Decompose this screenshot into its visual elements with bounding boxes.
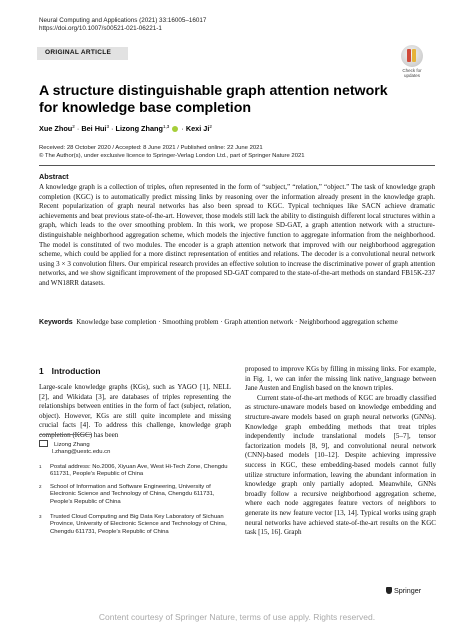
section-number: 1 [39,366,44,376]
author-name[interactable]: Bei Hui [81,124,107,133]
footnote-divider [39,434,91,435]
section-title: Introduction [51,366,101,376]
keywords [39,318,435,328]
springer-horse-icon [386,587,392,594]
springer-logo: Springer [386,586,421,595]
intro-paragraph: Current state-of-the-art methods of KGC are broadly classified as structure-unaware models based on knowledge embedding and structure-aware models based on graph neural networks (GNNs). Knowledge graph embedding methods that treat triples independently include translational models [5–7], tensor factorization models [8, 9], and convolutional neural network (CNN)-based models [10–12]. Despite achieving impressive success in KGC, these embedding-based models cannot fully utilize structure information, leaving the abundant information in knowledge graph only partially adopted. Meanwhile, GNNs broadly follow a recursive neighborhood aggregation scheme, where each node aggregates feature vectors of neighbors to generate its new feature vector [13, 14]. Typical works using graph neural networks have achieved state-of-the-art results on the KGC task [15, 16]. Graph [245,393,436,537]
author-name[interactable]: Xue Zhou [39,124,73,133]
check-updates-icon [401,45,423,67]
author-list: Xue Zhou$^2$ · Bei Hui$^3$ · Lizong Zhang$^{1,3}$ · Kexi Ji$^2$ [39,124,212,133]
doi-link[interactable]: https://doi.org/10.1007/s00521-021-06221-1 [39,25,162,32]
email-link[interactable]: l.zhang@uestc.edu.cn [52,449,111,456]
author-name[interactable]: Lizong Zhang [115,124,163,133]
envelope-icon [39,440,48,447]
article-type-label: ORIGINAL ARTICLE [45,49,112,56]
publication-dates: Received: 28 October 2020 / Accepted: 8 June 2021 / Published online: 22 June 2021 © The Author(s), under exclusive licence to Springer-Verlag London Ltd., part of Springer Nature 2021 [39,145,305,159]
section-heading [39,366,109,376]
journal-citation: Neural Computing and Applications (2021) 33:16005–16017 [39,17,207,24]
affiliation: 1 Postal address: No.2006, Xiyuan Ave, West Hi-Tech Zone, Chengdu 611731, People’s Republic of China [39,464,228,478]
intro-column-right [245,365,436,538]
abstract-heading: Abstract [39,172,69,181]
intro-paragraph: proposed to improve KGs by filling in missing links. For example, in Fig. 1, we can infer the missing link native_language between Jane Austen and English based on the known triples. [245,365,436,393]
keywords-label: Keywords [39,319,73,326]
journal-header [39,17,206,33]
copyright-line: © The Author(s), under exclusive licence to Springer-Verlag London Ltd., part of Springer Nature 2021 [39,153,305,159]
affiliation: 3 Trusted Cloud Computing and Big Data Key Laboratory of Sichuan Province, University of Electronic Science and Technology of China, Chengdu 611731, People’s Republic of China [39,514,227,535]
corresponding-author: Lizong Zhang l.zhang@uestc.edu.cn [39,439,231,457]
courtesy-footer: Content courtesy of Springer Nature, terms of use apply. Rights reserved. [98,612,376,622]
orcid-icon[interactable] [172,126,178,132]
abstract-text: A knowledge graph is a collection of triples, often represented in the form of “subject,” “relation,” “object.” The task of knowledge graph completion (KGC) is to automatically predict missing links by reasoning over the information already present in the knowledge graph. Recent popularization of graph neural networks has also been spread to KGC. Typical techniques like SACN achieve dramatic achievements and beat previous state-of-the-art. However, those models still lack the ability to distinguish different local structures within a graph, which leads to the over smoothing problem. In this work, we propose SD-GAT, a graph attention network with a structure-distinguishable neighborhood aggregation scheme, which models the injective function to aggregate information from the neighborhood. The model is constituted of two modules. The encoder is a graph attention network that improved with our neighborhood aggregation scheme, which could be applied for a more distinct representation of entities and relations. The decoder is a convolutional neural network using 3 × 3 convolution filters. Our empirical research provides an effective solution to increase the discriminative power of graph attention networks, and we show significant improvement of the proposed SD-GAT compared to the state-of-the-art methods on standard FB15K-237 and WN18RR datasets. [39,183,435,287]
intro-paragraph-left: Large-scale knowledge graphs (KGs), such as YAGO [1], NELL [2], and Wikidata [3], are databases of triples representing the relationships between entities in the form of fact (subject, relation, object). However, KGs are still quite incomplete and missing crucial facts [4]. To address this challenge, knowledge graph completion (KGC) has been [39,383,231,439]
author-name[interactable]: Kexi Ji [185,124,210,133]
check-updates-label: Check for updates [402,68,422,78]
paper-title: A structure distinguishable graph attention network for knowledge base completion [39,83,388,116]
affiliation: 2 School of Information and Software Engineering, University of Electronic Science and Technology of China, Chengdu 611731, People’s Republic of China [39,484,215,505]
keywords-text: Knowledge base completion · Smoothing problem · Graph attention network · Neighborhood aggregation scheme [76,318,398,326]
divider [39,165,435,166]
